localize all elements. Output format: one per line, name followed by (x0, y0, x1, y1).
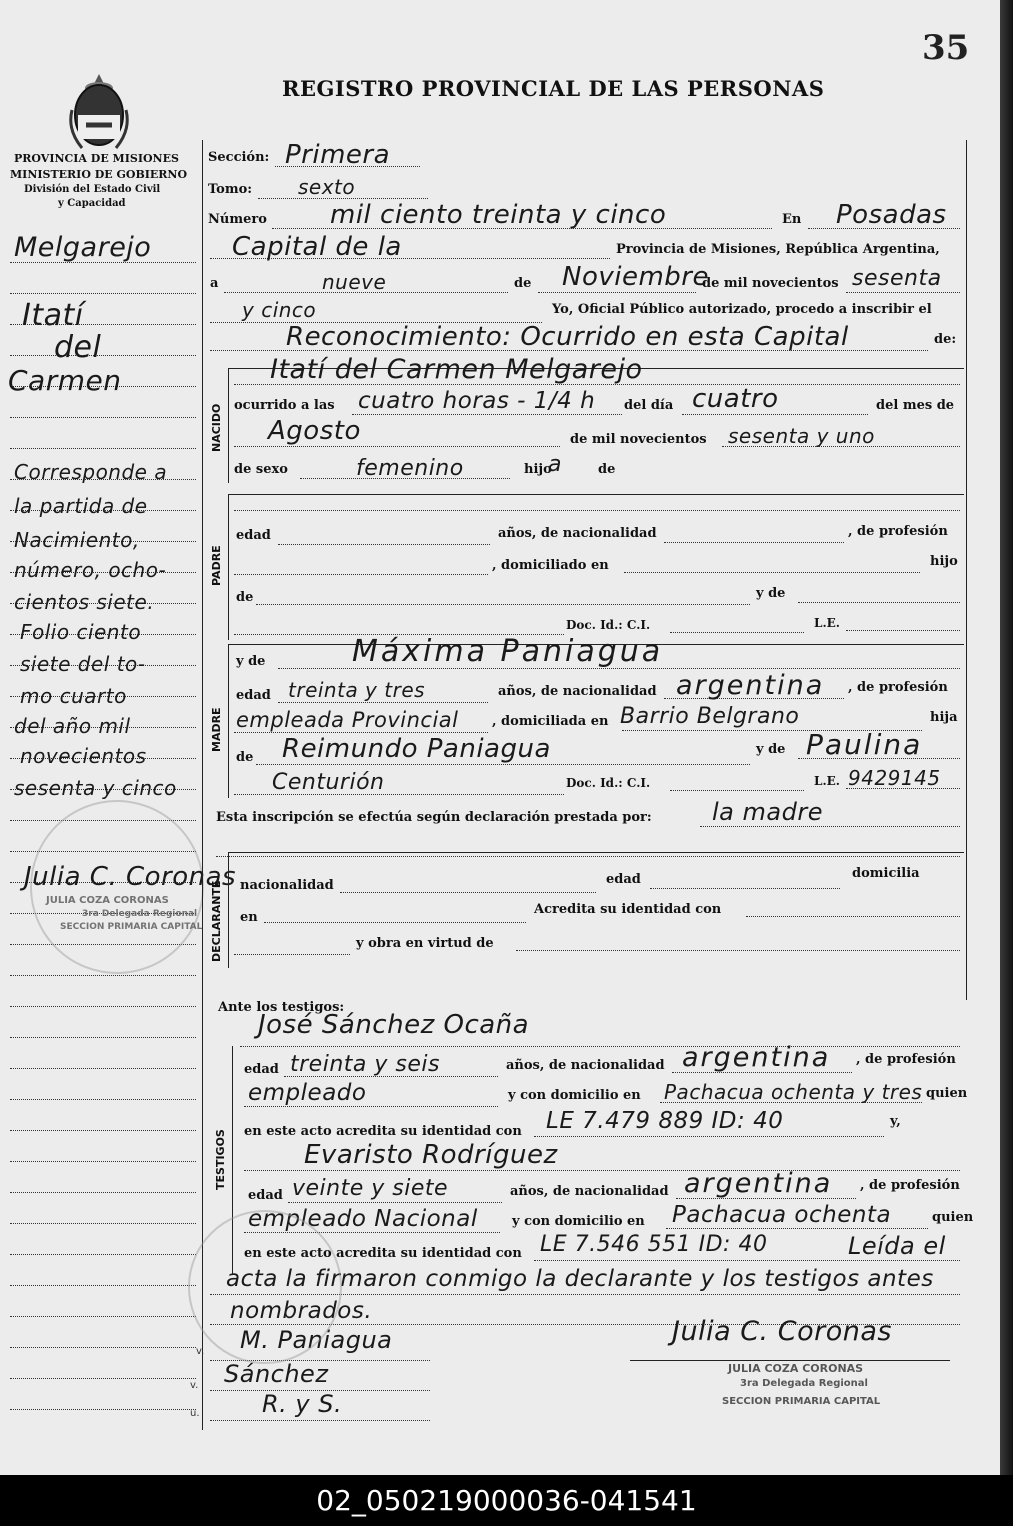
coat-of-arms-icon (64, 70, 134, 152)
margin-note-8: mo cuarto (20, 684, 127, 708)
margin-rule (10, 1254, 196, 1255)
declarante-bracket (228, 852, 229, 968)
margin-rule (10, 975, 196, 976)
main-left-border (202, 140, 203, 1430)
cierre2-value: nombrados. (230, 1298, 373, 1324)
margin-given2: del (54, 330, 102, 365)
footer-id: 02_050219000036-041541 (0, 1475, 1013, 1526)
document-title: REGISTRO PROVINCIAL DE LAS PERSONAS (282, 76, 825, 101)
margin-rule (10, 1223, 196, 1224)
madre-anos-label: años, de nacionalidad (498, 684, 657, 699)
margin-note-4: número, ocho- (14, 558, 167, 582)
padre-le-label: L.E. (814, 616, 840, 630)
sig-mark-3: u. (190, 1408, 200, 1419)
padre-anos-label: años, de nacionalidad (498, 526, 657, 541)
numero-value: mil ciento treinta y cinco (330, 200, 667, 230)
t1-edad-value: treinta y seis (290, 1052, 440, 1077)
t2-anos-label: años, de nacionalidad (510, 1184, 669, 1199)
numero-label: Número (208, 212, 267, 227)
madre-domiciliada-label: , domiciliada en (492, 714, 609, 729)
ocurrido-label: ocurrido a las (234, 398, 335, 413)
anio-nac-value: sesenta y uno (728, 424, 875, 448)
padre-bracket (228, 494, 229, 640)
de-mil2-label: de mil novecientos (570, 432, 707, 447)
decl-edad-label: edad (606, 872, 641, 887)
hora-value: cuatro horas - 1/4 h (358, 388, 596, 414)
margin-rule (10, 1409, 196, 1410)
madre-bracket (228, 644, 229, 798)
t2-edad-value: veinte y siete (292, 1176, 449, 1201)
madre-doc-label: Doc. Id.: C.I. (566, 776, 651, 790)
t1-y-label: y, (890, 1114, 901, 1129)
margin-note-2: la partida de (14, 494, 148, 518)
acto-value: Reconocimiento: Ocurrido en esta Capital (286, 322, 849, 352)
decl-en-label: en (240, 910, 258, 925)
t1-nac-value: argentina (682, 1042, 831, 1073)
margin-stamp-line1: JULIA COZA CORONAS (46, 895, 169, 906)
tomo-label: Tomo: (208, 182, 253, 197)
provincia-label: Provincia de Misiones, República Argentina, (616, 242, 940, 257)
seccion-value: Primera (285, 140, 391, 170)
t2-dom-value: Pachacua ochenta (672, 1202, 892, 1228)
margin-rule (10, 1192, 196, 1193)
t2-quien-label: quien (932, 1210, 974, 1225)
madre-padre-value: Reimundo Paniagua (282, 734, 551, 764)
de-mil-label: de mil novecientos (702, 276, 839, 291)
margin-rule (10, 1161, 196, 1162)
declarante-side-label: DECLARANTE (210, 880, 223, 962)
padre-hijo-label: hijo (930, 554, 958, 569)
margin-rule (10, 1316, 196, 1317)
del-mes-label: del mes de (876, 398, 955, 413)
firma-testigo1: Sánchez (224, 1360, 329, 1388)
del-dia-label: del día (624, 398, 674, 413)
main-right-border (966, 140, 967, 1000)
t2-con-domicilio-label: y con domicilio en (512, 1214, 645, 1229)
oficial-sign-line (630, 1360, 950, 1361)
margin-rule (10, 1037, 196, 1038)
dia-value: nueve (322, 270, 387, 294)
decl-acredita-label: Acredita su identidad con (534, 902, 722, 917)
margin-rule (10, 1378, 196, 1379)
ministry-line2: MINISTERIO DE GOBIERNO (10, 168, 188, 181)
inscripcion-label: Esta inscripción se efectúa según declaración prestada por: (216, 810, 652, 825)
cierre-value: acta la firmaron conmigo la declarante y los testigos antes (226, 1266, 934, 1292)
t2-prof-value: empleado Nacional (248, 1206, 478, 1232)
madre-edad-label: edad (236, 688, 271, 703)
tomo-value: sexto (298, 175, 356, 199)
t2-en-este-label: en este acto acredita su identidad con (244, 1246, 522, 1261)
capital-value: Capital de la (232, 232, 402, 262)
padre-domiciliado-label: , domiciliado en (492, 558, 609, 573)
nacido-bracket (228, 368, 229, 483)
margin-rule (10, 1130, 196, 1131)
en-label: En (782, 212, 802, 227)
margin-given1: Itatí (22, 298, 84, 333)
t2-nac-value: argentina (684, 1168, 833, 1199)
padre-profesion-label: , de profesión (848, 524, 948, 539)
padre-top-rule (228, 494, 964, 495)
margin-note-7: siete del to- (20, 652, 146, 676)
madre-le-value: 9429145 (848, 766, 941, 790)
margin-rule (10, 355, 196, 356)
t1-quien-label: quien (926, 1086, 968, 1101)
t1-nombre-value: José Sánchez Ocaña (258, 1010, 530, 1040)
testigos-side-label: TESTIGOS (214, 1129, 227, 1190)
yo-label: Yo, Oficial Público autorizado, procedo a inscribir el (552, 302, 932, 317)
madre-y-de2-label: y de (756, 742, 786, 757)
margin-note-6: Folio ciento (20, 620, 142, 644)
ministry-line3: División del Estado Civil (24, 184, 161, 195)
t1-edad-label: edad (244, 1062, 279, 1077)
bottom-round-stamp (188, 1210, 342, 1364)
de-sexo-label: de sexo (234, 462, 288, 477)
firma-oficial: Julia C. Coronas (672, 1316, 892, 1347)
de-colon-label: de: (934, 332, 957, 347)
stamp2-line1: JULIA COZA CORONAS (728, 1362, 864, 1375)
padre-doc-label: Doc. Id.: C.I. (566, 618, 651, 632)
decl-domicilia-label: domicilia (852, 866, 920, 881)
padre-de-label: de (236, 590, 254, 605)
firma-testigo2: R. y S. (262, 1390, 343, 1418)
madre-le-label: L.E. (814, 774, 840, 788)
t1-en-este-label: en este acto acredita su identidad con (244, 1124, 522, 1139)
margin-rule (10, 1285, 196, 1286)
margin-rule (10, 1347, 196, 1348)
margin-note-10: novecientos (20, 744, 147, 768)
t1-con-domicilio-label: y con domicilio en (508, 1088, 641, 1103)
margin-surname: Melgarejo (14, 232, 152, 263)
madre-nombre-value: Máxima Paniagua (352, 634, 664, 669)
sexo-value: femenino (356, 456, 464, 481)
seccion-label: Sección: (208, 150, 270, 165)
stamp2-line3: SECCION PRIMARIA CAPITAL (722, 1396, 881, 1407)
margin-given3: Carmen (8, 364, 122, 397)
margin-note-11: sesenta y cinco (14, 776, 177, 800)
margin-rule (10, 1068, 196, 1069)
madre-hija-label: hija (930, 710, 958, 725)
t1-anos-label: años, de nacionalidad (506, 1058, 665, 1073)
margin-rule (10, 417, 196, 418)
margin-note-3: Nacimiento, (14, 528, 140, 552)
margin-note-9: del año mil (14, 714, 131, 738)
ministry-line1: PROVINCIA DE MISIONES (14, 152, 179, 165)
t1-profesion-label: , de profesión (856, 1052, 956, 1067)
t2-profesion-label: , de profesión (860, 1178, 960, 1193)
declarante-top-rule (228, 852, 964, 853)
mes-value: Noviembre (562, 262, 709, 292)
t1-id-value: LE 7.479 889 ID: 40 (546, 1108, 784, 1134)
de-label: de (514, 276, 532, 291)
page-number: 35 (922, 28, 970, 68)
decl-nacionalidad-label: nacionalidad (240, 878, 334, 893)
t2-edad-label: edad (248, 1188, 283, 1203)
madre-madre2-value: Centurión (272, 770, 385, 795)
margin-rule (10, 293, 196, 294)
madre-de-label: de (236, 750, 254, 765)
madre-nac-value: argentina (676, 670, 825, 701)
decl-y-obra-label: y obra en virtud de (356, 936, 494, 951)
margin-stamp-line2: 3ra Delegada Regional (82, 909, 198, 919)
declarante-value: la madre (712, 798, 823, 826)
anio2-value: y cinco (242, 298, 317, 322)
nombre-value: Itatí del Carmen Melgarejo (270, 354, 643, 385)
stamp2-line2: 3ra Delegada Regional (740, 1378, 868, 1389)
hijo-label: hijo (524, 462, 552, 477)
t2-nombre-value: Evaristo Rodríguez (304, 1140, 558, 1170)
margin-note-5: cientos siete. (14, 590, 155, 614)
padre-edad-label: edad (236, 528, 271, 543)
mes-nac-value: Agosto (268, 416, 361, 446)
a-label: a (210, 276, 219, 291)
t1-prof-value: empleado (248, 1080, 367, 1106)
madre-dom-value: Barrio Belgrano (620, 704, 800, 729)
margin-rule (10, 1099, 196, 1100)
padre-side-label: PADRE (210, 545, 223, 586)
de2-label: de (598, 462, 616, 477)
en-value: Posadas (836, 200, 947, 230)
padre-y-de-label: y de (756, 586, 786, 601)
hijo-value: a (548, 452, 562, 477)
nacido-side-label: NACIDO (210, 403, 223, 452)
madre-prof-value: empleada Provincial (236, 708, 459, 732)
margin-rule (10, 1006, 196, 1007)
dia-nac-value: cuatro (692, 384, 779, 414)
margin-note-1: Corresponde a (14, 460, 168, 484)
t1-dom-value: Pachacua ochenta y tres (664, 1080, 923, 1104)
madre-profesion-label: , de profesión (848, 680, 948, 695)
sig-mark-2: v. (190, 1380, 199, 1391)
t2-id-value: LE 7.546 551 ID: 40 (540, 1232, 768, 1257)
margin-stamp-line3: SECCION PRIMARIA CAPITAL (60, 922, 203, 932)
madre-edad-value: treinta y tres (288, 678, 426, 702)
madre-madre-value: Paulina (806, 728, 923, 761)
margin-rule (10, 448, 196, 449)
madre-side-label: MADRE (210, 707, 223, 752)
ministry-line4: y Capacidad (58, 198, 126, 209)
margin-signature: Julia C. Coronas (24, 862, 237, 892)
madre-y-de-label: y de (236, 654, 266, 669)
ante-label: Ante los testigos: (218, 1000, 345, 1015)
sig-mark-1: v. (196, 1346, 205, 1357)
anio-value: sesenta (852, 266, 942, 291)
firma-madre: M. Paniagua (240, 1326, 393, 1354)
leida-value: Leída el (848, 1232, 946, 1260)
